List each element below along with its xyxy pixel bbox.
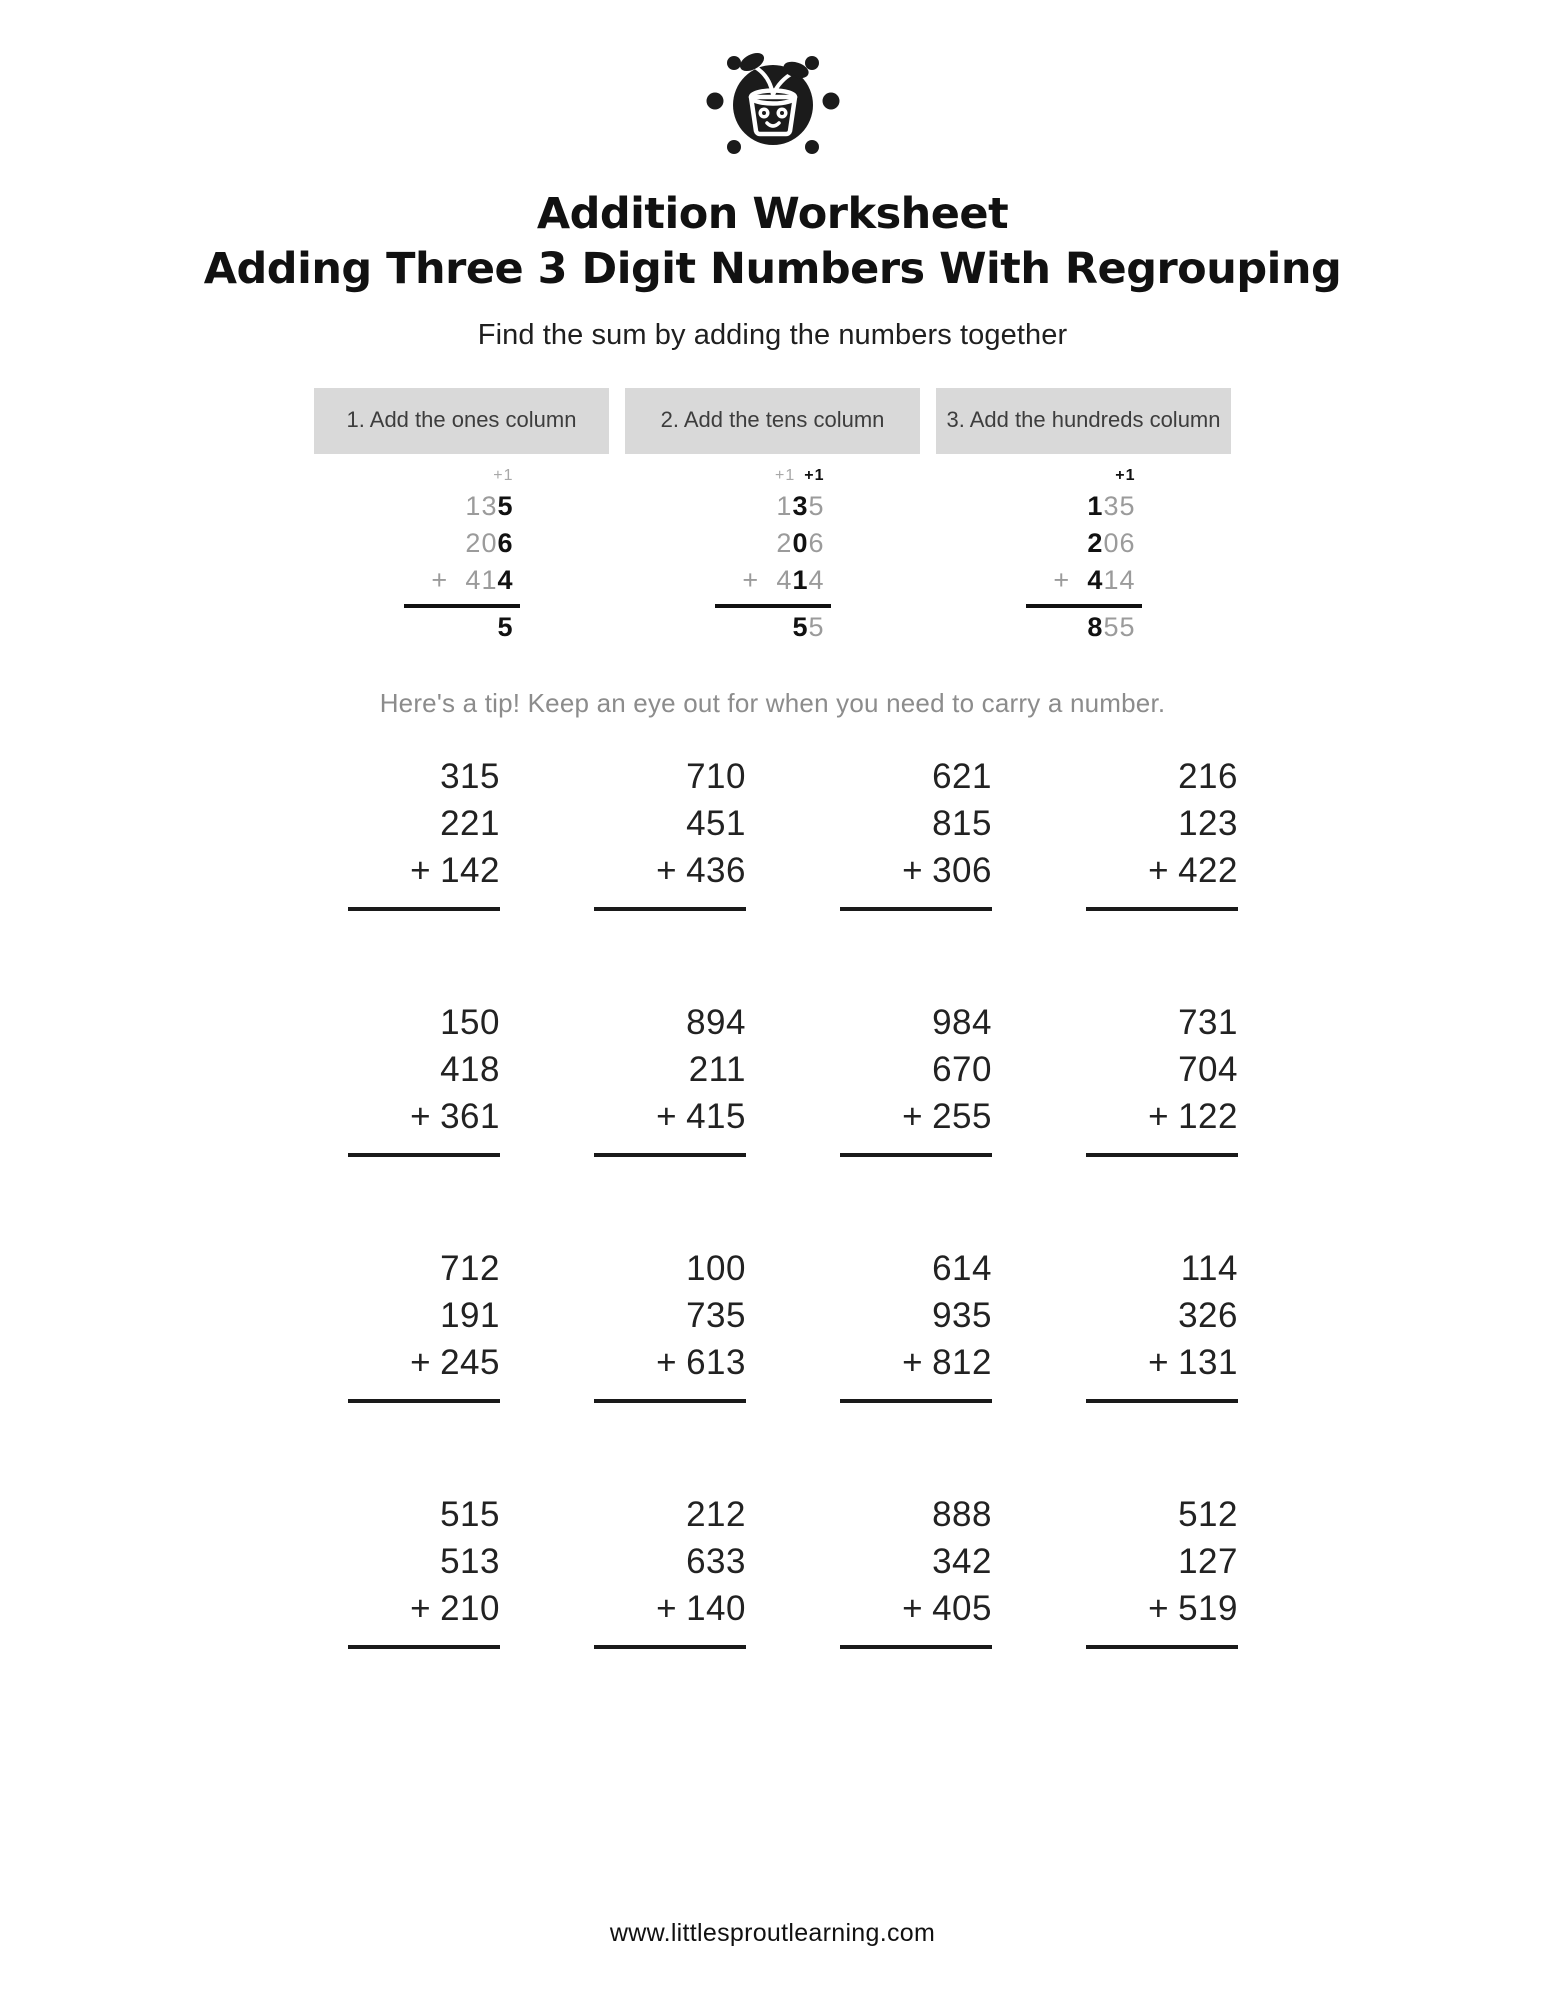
- example-sum: [715, 468, 831, 644]
- problem-addend: 127: [1178, 1542, 1238, 1582]
- problem-addend: 614: [932, 1249, 992, 1289]
- plus-sign: +: [656, 851, 678, 891]
- problem-rule: [1086, 907, 1238, 911]
- problem-addend: 212: [686, 1495, 746, 1535]
- problem-rule: [1086, 1399, 1238, 1403]
- plus-sign: +: [410, 1589, 432, 1629]
- problem-addend: 712: [440, 1249, 500, 1289]
- problem-addend: 815: [932, 804, 992, 844]
- problem-4: [1045, 753, 1238, 937]
- problem-addend: 888: [932, 1495, 992, 1535]
- step-header-label: 1. Add the ones column: [314, 388, 609, 454]
- example-step-3: [936, 388, 1231, 644]
- example-addend: + 414: [1053, 565, 1136, 596]
- carry-marks: +1: [493, 467, 514, 485]
- plus-sign: +: [656, 1343, 678, 1383]
- problem-13: [307, 1491, 500, 1675]
- problem-addend: 100: [686, 1249, 746, 1289]
- problem-8: [1045, 999, 1238, 1183]
- problem-rule: [348, 1153, 500, 1157]
- problem-addend-last: + 140: [656, 1585, 746, 1632]
- plus-sign: +: [656, 1589, 678, 1629]
- example-answer: 5: [497, 612, 514, 643]
- problem-14: [553, 1491, 746, 1675]
- problem-addend: 342: [932, 1542, 992, 1582]
- problem-addend: 150: [440, 1003, 500, 1043]
- example-addend: 206: [465, 528, 514, 559]
- problem-rule: [1086, 1153, 1238, 1157]
- problem-addend: 735: [686, 1296, 746, 1336]
- problem-addend-last: + 613: [656, 1339, 746, 1386]
- example-step-2: [625, 388, 920, 644]
- problem-addend: 123: [1178, 804, 1238, 844]
- problem-addend: 633: [686, 1542, 746, 1582]
- problem-addend-last: + 405: [902, 1585, 992, 1632]
- problem-10: [553, 1245, 746, 1429]
- step-header-label: 3. Add the hundreds column: [936, 388, 1231, 454]
- problem-3: [799, 753, 992, 937]
- problem-addend-last: + 361: [410, 1093, 500, 1140]
- plus-sign: +: [410, 1343, 432, 1383]
- example-answer: 55: [792, 612, 825, 643]
- site-logo: [683, 40, 863, 165]
- problem-rule: [348, 907, 500, 911]
- problem-addend: 418: [440, 1050, 500, 1090]
- problem-addend: 731: [1178, 1003, 1238, 1043]
- worksheet-subtitle: Find the sum by adding the numbers together: [477, 319, 1068, 352]
- page-title: [0, 187, 1545, 297]
- sprout-logo-icon: [693, 43, 853, 163]
- footer-website: www.littlesproutlearning.com: [609, 1919, 936, 1947]
- problem-1: [307, 753, 500, 937]
- example-addend: + 414: [431, 565, 514, 596]
- problem-addend: 621: [932, 757, 992, 797]
- example-steps: [0, 388, 1545, 644]
- plus-sign: +: [1148, 1097, 1170, 1137]
- plus-sign: +: [410, 851, 432, 891]
- example-addend: 135: [1087, 491, 1136, 522]
- problem-11: [799, 1245, 992, 1429]
- problem-addend: 211: [688, 1050, 746, 1090]
- problem-addend-last: + 245: [410, 1339, 500, 1386]
- example-addend: + 414: [742, 565, 825, 596]
- plus-sign: +: [902, 1097, 924, 1137]
- problem-addend-last: + 122: [1148, 1093, 1238, 1140]
- problem-rule: [1086, 1645, 1238, 1649]
- step-header-label: 2. Add the tens column: [625, 388, 920, 454]
- problem-rule: [594, 1153, 746, 1157]
- problem-addend-last: + 306: [902, 847, 992, 894]
- problem-addend-last: + 415: [656, 1093, 746, 1140]
- problem-addend-last: + 422: [1148, 847, 1238, 894]
- problem-addend: 513: [440, 1542, 500, 1582]
- problem-6: [553, 999, 746, 1183]
- problem-addend: 451: [686, 804, 746, 844]
- example-addend: 206: [776, 528, 825, 559]
- example-addend: 206: [1087, 528, 1136, 559]
- problem-addend: 191: [440, 1296, 500, 1336]
- plus-sign: +: [902, 1343, 924, 1383]
- problem-addend-last: + 131: [1148, 1339, 1238, 1386]
- problem-16: [1045, 1491, 1238, 1675]
- problem-addend: 512: [1178, 1495, 1238, 1535]
- problem-addend: 216: [1178, 757, 1238, 797]
- example-sum: [1026, 468, 1142, 644]
- problem-addend: 984: [932, 1003, 992, 1043]
- example-addend: 135: [776, 491, 825, 522]
- problem-addend: 935: [932, 1296, 992, 1336]
- problem-rule: [840, 1645, 992, 1649]
- problem-addend: 710: [686, 757, 746, 797]
- problem-rule: [594, 1399, 746, 1403]
- problem-2: [553, 753, 746, 937]
- plus-sign: +: [902, 1589, 924, 1629]
- problem-addend: 894: [686, 1003, 746, 1043]
- title-line-1: Addition Worksheet: [536, 189, 1009, 239]
- carry-marks: +1 +1: [775, 467, 825, 485]
- problem-addend: 704: [1178, 1050, 1238, 1090]
- title-line-2: Adding Three 3 Digit Numbers With Regrouping: [203, 244, 1342, 295]
- problem-rule: [840, 907, 992, 911]
- plus-sign: +: [902, 851, 924, 891]
- plus-sign: +: [1148, 1343, 1170, 1383]
- problem-addend: 221: [440, 804, 500, 844]
- problem-rule: [840, 1399, 992, 1403]
- problem-addend-last: + 812: [902, 1339, 992, 1386]
- problem-addend-last: + 255: [902, 1093, 992, 1140]
- example-step-1: [314, 388, 609, 644]
- problem-addend-last: + 436: [656, 847, 746, 894]
- problem-addend: 326: [1178, 1296, 1238, 1336]
- problem-rule: [594, 907, 746, 911]
- problem-addend: 315: [440, 757, 500, 797]
- problem-rule: [840, 1153, 992, 1157]
- example-answer: 855: [1087, 612, 1136, 643]
- problem-addend: 114: [1180, 1249, 1238, 1289]
- plus-sign: +: [410, 1097, 432, 1137]
- problem-15: [799, 1491, 992, 1675]
- example-sum-rule: [404, 604, 520, 608]
- example-sum: [404, 468, 520, 644]
- problem-addend-last: + 210: [410, 1585, 500, 1632]
- plus-sign: +: [656, 1097, 678, 1137]
- problems-grid: [0, 753, 1545, 1675]
- problem-7: [799, 999, 992, 1183]
- problem-addend-last: + 519: [1148, 1585, 1238, 1632]
- carry-marks: +1: [1115, 467, 1136, 485]
- problem-rule: [348, 1645, 500, 1649]
- tip-text: Here's a tip! Keep an eye out for when you need to carry a number.: [379, 688, 1166, 719]
- plus-sign: +: [1148, 851, 1170, 891]
- problem-addend: 670: [932, 1050, 992, 1090]
- problem-9: [307, 1245, 500, 1429]
- problem-addend-last: + 142: [410, 847, 500, 894]
- problem-12: [1045, 1245, 1238, 1429]
- example-sum-rule: [715, 604, 831, 608]
- example-sum-rule: [1026, 604, 1142, 608]
- example-addend: 135: [465, 491, 514, 522]
- problem-addend: 515: [440, 1495, 500, 1535]
- problem-5: [307, 999, 500, 1183]
- problem-rule: [348, 1399, 500, 1403]
- plus-sign: +: [1148, 1589, 1170, 1629]
- problem-rule: [594, 1645, 746, 1649]
